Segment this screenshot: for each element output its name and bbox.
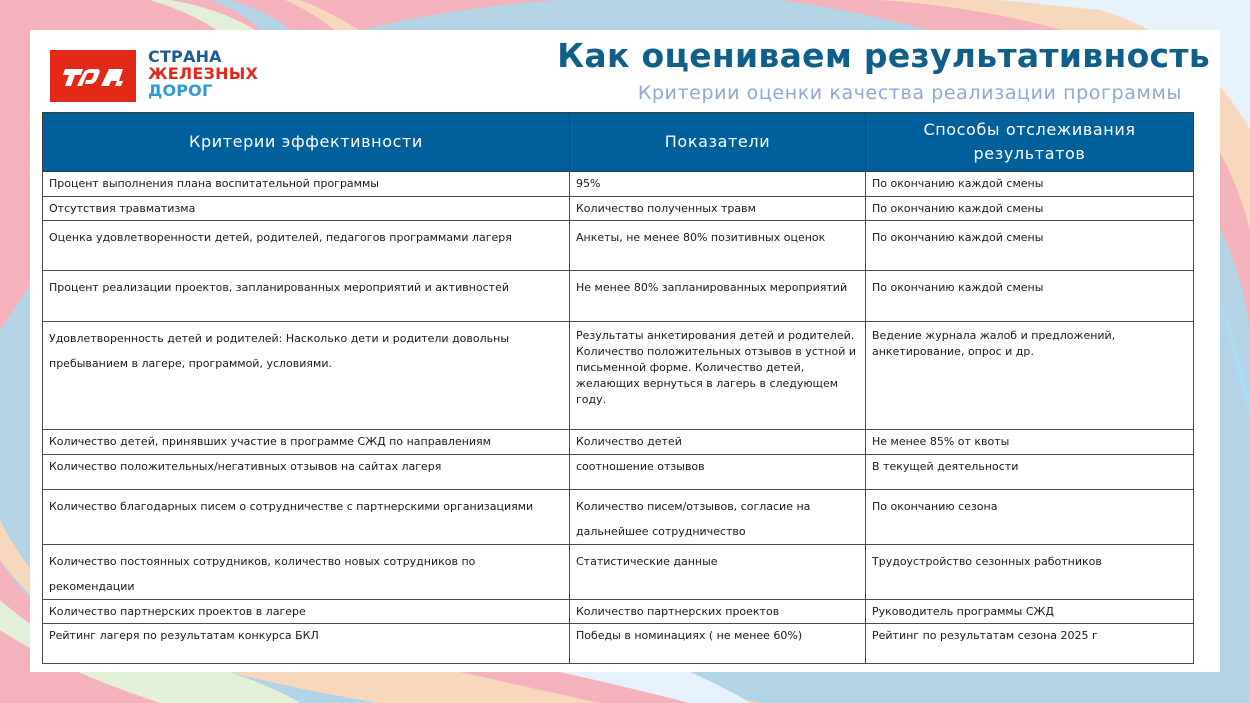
slide-card — [30, 30, 1220, 672]
logo-line-2: ЖЕЛЕЗНЫХ — [148, 64, 259, 83]
indicator-cell: Количество полученных травм — [570, 197, 866, 221]
criterion-cell: Количество детей, принявших участие в программе СЖД по направлениям — [43, 430, 570, 455]
logo — [50, 47, 259, 102]
table-row — [43, 271, 1194, 322]
column-header-indicators: Показатели — [570, 113, 866, 172]
indicator-cell: Анкеты, не менее 80% позитивных оценок — [570, 221, 866, 271]
tracking-cell: Руководитель программы СЖД — [866, 600, 1194, 624]
criterion-cell: Процент реализации проектов, запланированных мероприятий и активностей — [43, 271, 570, 322]
table-row — [43, 221, 1194, 271]
criterion-cell: Процент выполнения плана воспитательной программы — [43, 172, 570, 197]
criterion-cell: Оценка удовлетворенности детей, родителей, педагогов программами лагеря — [43, 221, 570, 271]
tracking-cell: Ведение журнала жалоб и предложений, анкетирование, опрос и др. — [866, 322, 1194, 430]
criterion-cell: Отсутствия травматизма — [43, 197, 570, 221]
table-row — [43, 430, 1194, 455]
indicator-cell: Результаты анкетирования детей и родителей. Количество положительных отзывов в устной и письменной форме. Количество детей, желающих вернуться в лагерь в следующем году. — [570, 322, 866, 430]
logo-text — [148, 48, 258, 99]
indicator-cell: Статистические данные — [570, 545, 866, 600]
logo-line-3: ДОРОГ — [148, 81, 213, 100]
tracking-cell: По окончанию сезона — [866, 490, 1194, 545]
indicator-cell: Победы в номинациях ( не менее 60%) — [570, 624, 866, 664]
indicator-cell: Количество партнерских проектов — [570, 600, 866, 624]
criterion-cell: Количество положительных/негативных отзывов на сайтах лагеря — [43, 455, 570, 490]
indicator-cell: 95% — [570, 172, 866, 197]
table-row — [43, 545, 1194, 600]
tracking-cell: По окончанию каждой смены — [866, 197, 1194, 221]
table-row — [43, 172, 1194, 197]
tracking-cell: Не менее 85% от квоты — [866, 430, 1194, 455]
tracking-cell: Рейтинг по результатам сезона 2025 г — [866, 624, 1194, 664]
table-row — [43, 624, 1194, 664]
table-header-row — [43, 113, 1194, 172]
page-subtitle: Критерии оценки качества реализации программы — [637, 82, 1182, 104]
criterion-cell: Количество партнерских проектов в лагере — [43, 600, 570, 624]
indicator-cell: Количество писем/отзывов, согласие на дальнейшее сотрудничество — [570, 490, 866, 545]
tracking-cell: По окончанию каждой смены — [866, 221, 1194, 271]
page-title: Как оцениваем результативность — [557, 36, 1210, 75]
table-row — [43, 490, 1194, 545]
criterion-cell: Рейтинг лагеря по результатам конкурса БКЛ — [43, 624, 570, 664]
table-row — [43, 197, 1194, 221]
criterion-cell: Количество постоянных сотрудников, количество новых сотрудников по рекомендации — [43, 545, 570, 600]
tracking-cell: Трудоустройство сезонных работников — [866, 545, 1194, 600]
indicator-cell: соотношение отзывов — [570, 455, 866, 490]
logo-line-1: СТРАНА — [148, 47, 222, 66]
criterion-cell: Количество благодарных писем о сотрудничестве с партнерскими организациями — [43, 490, 570, 545]
tracking-cell: В текущей деятельности — [866, 455, 1194, 490]
rzd-logo-icon — [50, 50, 136, 102]
column-header-tracking: Способы отслеживания результатов — [866, 113, 1194, 172]
table-row — [43, 600, 1194, 624]
criteria-table — [42, 112, 1194, 664]
column-header-criteria: Критерии эффективности — [43, 113, 570, 172]
tracking-cell: По окончанию каждой смены — [866, 172, 1194, 197]
table-row — [43, 455, 1194, 490]
table-row — [43, 322, 1194, 430]
tracking-cell: По окончанию каждой смены — [866, 271, 1194, 322]
indicator-cell: Количество детей — [570, 430, 866, 455]
criterion-cell: Удовлетворенность детей и родителей: Насколько дети и родители довольны пребыванием в лагере, программой, условиями. — [43, 322, 570, 430]
indicator-cell: Не менее 80% запланированных мероприятий — [570, 271, 866, 322]
